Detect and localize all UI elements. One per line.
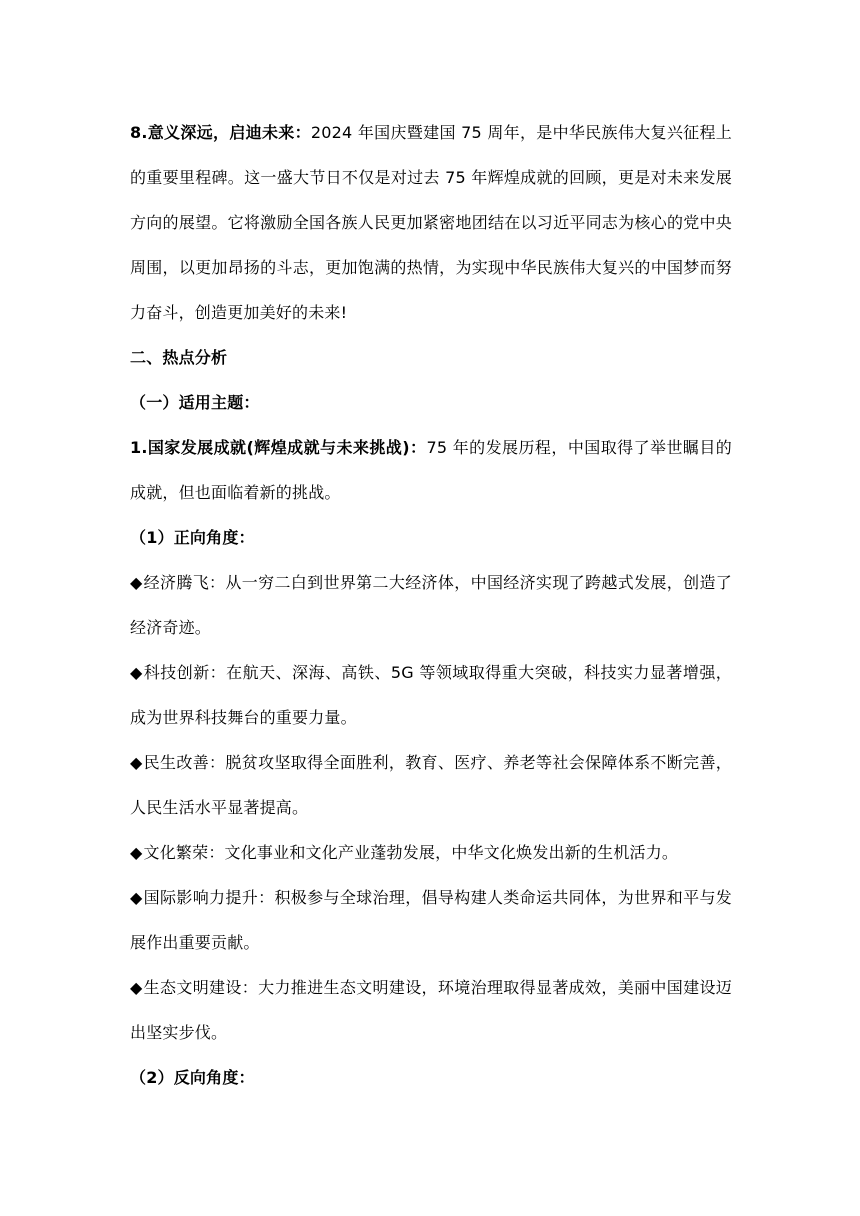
bullet-text: 积极参与全球治理，倡导构建人类命运共同体，为世界和平与发展作出重要贡献。 [130,888,732,952]
bullet-text: 大力推进生态文明建设，环境治理取得显著成效，美丽中国建设迈出坚实步伐。 [130,978,732,1042]
bullet-text: 文化事业和文化产业蓬勃发展，中华文化焕发出新的生机活力。 [224,843,679,862]
bullet-item [130,740,732,830]
positive-heading: （1）正向角度： [130,528,255,547]
diamond-bullet-icon: ◆ [130,843,143,862]
bullet-item [130,830,732,875]
subsection-heading: （一）适用主题： [130,393,260,412]
bullet-title: 科技创新： [143,663,227,682]
bullet-title: 国际影响力提升： [143,888,275,907]
section-heading: 二、热点分析 [130,348,228,367]
bullet-item [130,560,732,650]
bullet-text: 在航天、深海、高铁、5G 等领域取得重大突破，科技实力显著增强，成为世界科技舞台的重要力量。 [130,663,732,727]
diamond-bullet-icon: ◆ [130,663,143,682]
bullet-title: 文化繁荣： [143,843,225,862]
topic-text: 75 年的发展历程，中国取得了举世瞩目的成就，但也面临着新的挑战。 [130,438,732,502]
bullet-title: 生态文明建设： [143,978,259,997]
bullet-item [130,650,732,740]
bullet-item [130,875,732,965]
diamond-bullet-icon: ◆ [130,978,143,997]
document-content [130,110,732,1100]
paragraph-significance [130,110,732,335]
negative-heading: （2）反向角度： [130,1068,255,1087]
diamond-bullet-icon: ◆ [130,753,143,772]
bullet-title: 民生改善： [143,753,226,772]
topic-paragraph [130,425,732,515]
diamond-bullet-icon: ◆ [130,888,143,907]
bullet-title: 经济腾飞： [143,573,226,592]
bullet-text: 从一穷二白到世界第二大经济体，中国经济实现了跨越式发展，创造了经济奇迹。 [130,573,732,637]
bullet-text: 脱贫攻坚取得全面胜利，教育、医疗、养老等社会保障体系不断完善，人民生活水平显著提高。 [130,753,732,817]
paragraph-text: 2024 年国庆暨建国 75 周年，是中华民族伟大复兴征程上的重要里程碑。这一盛大节日不仅是对过去 75 年辉煌成就的回顾，更是对未来发展方向的展望。它将激励全国各族人民更加紧密地团结在以习近平同志为核心的党中央周围，以更加昂扬的斗志，更加饱满的热情，为实现中华民族伟大复兴的中国梦而努力奋斗，创造更加美好的未来! [130,123,732,322]
paragraph-lead: 8.意义深远，启迪未来： [130,123,311,142]
diamond-bullet-icon: ◆ [130,573,143,592]
bullet-item [130,965,732,1055]
topic-lead: 1.国家发展成就(辉煌成就与未来挑战)： [130,438,427,457]
